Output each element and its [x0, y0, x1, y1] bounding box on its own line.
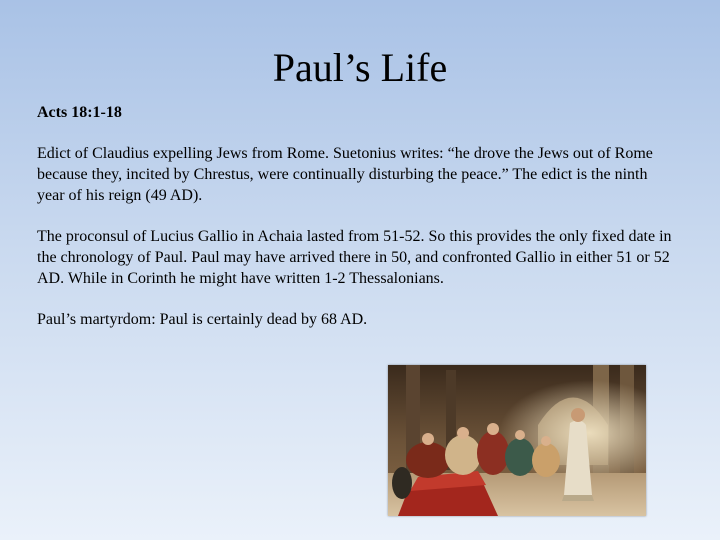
paragraph-claudius-edict: Edict of Claudius expelling Jews from Rome. Suetonius writes: “he drove the Jews out of Rome because they, incited by Chrestus, were continually disturbing the peace.” The edict is the ninth year of his reign (49 AD).: [37, 145, 653, 204]
painting-paul-before-gallio: [388, 365, 646, 516]
slide-title: Paul’s Life: [272, 45, 448, 90]
scripture-reference: Acts 18:1-18: [37, 104, 122, 121]
slide-body: [37, 102, 677, 350]
paragraph-martyrdom: Paul’s martyrdom: Paul is certainly dead by 68 AD.: [37, 311, 368, 328]
paragraph-gallio: The proconsul of Lucius Gallio in Achaia lasted from 51-52. So this provides the only fixed date in the chronology of Paul. Paul may have arrived there in 50, and confronted Gallio in either 51 or 52 AD. While in Corinth he might have written 1-2 Thessalonians.: [37, 228, 672, 287]
